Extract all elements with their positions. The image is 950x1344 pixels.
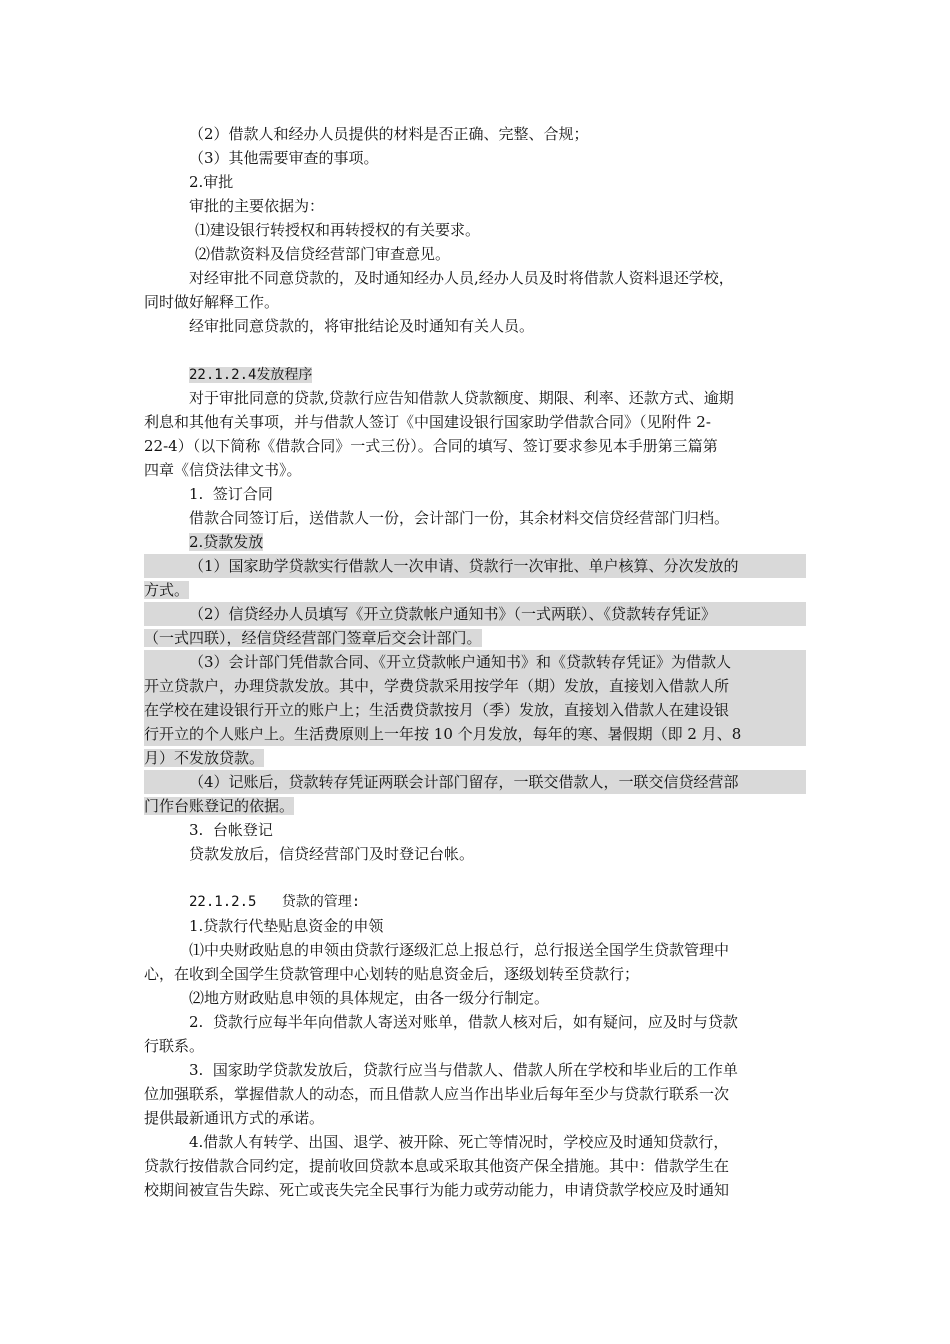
highlighted-line-end — [144, 626, 806, 650]
highlighted-line: 开立贷款户，办理贷款发放。其中，学费贷款采用按学年（期）发放，直接划入借款人所 — [144, 674, 806, 698]
highlighted-text: 2.贷款发放 — [189, 533, 264, 551]
text-line: 提供最新通讯方式的承诺。 — [144, 1109, 325, 1127]
highlighted-text: 方式。 — [144, 581, 190, 599]
text-line: 借款合同签订后，送借款人一份，会计部门一份，其余材料交信贷经营部门归档。 — [189, 509, 730, 527]
section-heading-text: 22.1.2.4发放程序 — [189, 367, 313, 383]
heading-loan-disbursement — [144, 530, 806, 554]
text-line: ⑵地方财政贴息申领的具体规定，由各一级分行制定。 — [189, 989, 550, 1007]
text-line: 行联系。 — [144, 1037, 205, 1055]
text-line: 位加强联系，掌握借款人的动态，而且借款人应当作出毕业后每年至少与贷款行联系一次 — [144, 1085, 730, 1103]
text-line: 贷款发放后，信贷经营部门及时登记台帐。 — [189, 845, 475, 863]
text-line: 审批的主要依据为： — [189, 197, 325, 215]
highlighted-line-end — [144, 578, 806, 602]
highlighted-line: 行开立的个人账户上。生活费原则上一年按 10 个月发放，每年的寒、暑假期（即 2 月、8 — [144, 722, 806, 746]
text-line: 2. 贷款行应每半年向借款人寄送对账单，借款人核对后，如有疑问，应及时与贷款 — [189, 1013, 738, 1031]
highlighted-line: （2）信贷经办人员填写《开立贷款帐户通知书》（一式两联）、《贷款转存凭证》 — [144, 602, 806, 626]
text-line: 3. 国家助学贷款发放后，贷款行应当与借款人、借款人所在学校和毕业后的工作单 — [189, 1061, 738, 1079]
section-heading-2215: 22.1.2.5 贷款的管理: — [189, 894, 361, 910]
text-line: 1.贷款行代垫贴息资金的申领 — [189, 917, 384, 935]
text-line: 同时做好解释工作。 — [144, 293, 280, 311]
text-line: 对经审批不同意贷款的，及时通知经办人员,经办人员及时将借款人资料退还学校， — [189, 269, 734, 287]
text-line: 对于审批同意的贷款,贷款行应告知借款人贷款额度、期限、利率、还款方式、逾期 — [189, 389, 734, 407]
section-heading-2214 — [144, 362, 806, 386]
heading-approval: 2.审批 — [189, 173, 234, 191]
highlighted-line: 在学校在建设银行开立的账户上；生活费贷款按月（季）发放，直接划入借款人在建设银 — [144, 698, 806, 722]
highlighted-line-end — [144, 746, 806, 770]
heading-sign-contract: 1. 签订合同 — [189, 485, 273, 503]
heading-ledger: 3. 台帐登记 — [189, 821, 273, 839]
text-line: 校期间被宣告失踪、死亡或丧失完全民事行为能力或劳动能力，申请贷款学校应及时通知 — [144, 1181, 730, 1199]
spacer — [144, 338, 806, 362]
text-line: （3）其他需要审查的事项。 — [189, 149, 379, 167]
text-line: 4.借款人有转学、出国、退学、被开除、死亡等情况时，学校应及时通知贷款行， — [189, 1133, 729, 1151]
text-line: 贷款行按借款合同约定，提前收回贷款本息或采取其他资产保全措施。其中：借款学生在 — [144, 1157, 730, 1175]
text-line: 四章《信贷法律文书》。 — [144, 461, 302, 479]
text-line: 经审批同意贷款的，将审批结论及时通知有关人员。 — [189, 317, 535, 335]
highlighted-text: 门作台账登记的依据。 — [144, 797, 295, 815]
text-line: 利息和其他有关事项，并与借款人签订《中国建设银行国家助学借款合同》（见附件 2- — [144, 413, 711, 431]
document-page — [144, 122, 806, 1202]
spacer — [144, 866, 806, 890]
text-line: 22-4）（以下简称《借款合同》一式三份）。合同的填写、签订要求参见本手册第三篇第 — [144, 437, 718, 455]
text-line: ⑴建设银行转授权和再转授权的有关要求。 — [195, 221, 481, 239]
highlighted-line: （1）国家助学贷款实行借款人一次申请、贷款行一次审批、单户核算、分次发放的 — [144, 554, 806, 578]
highlighted-line: （4）记账后，贷款转存凭证两联会计部门留存，一联交借款人，一联交信贷经营部 — [144, 770, 806, 794]
highlighted-text: （一式四联），经信贷经营部门签章后交会计部门。 — [144, 629, 482, 647]
highlighted-line-end — [144, 794, 806, 818]
highlighted-text: 月）不发放贷款。 — [144, 749, 265, 767]
text-line: （2）借款人和经办人员提供的材料是否正确、完整、合规； — [189, 125, 589, 143]
highlighted-line: （3）会计部门凭借款合同、《开立贷款帐户通知书》和《贷款转存凭证》为借款人 — [144, 650, 806, 674]
text-line: 心，在收到全国学生贷款管理中心划转的贴息资金后，逐级划转至贷款行； — [144, 965, 640, 983]
text-line: ⑵借款资料及信贷经营部门审查意见。 — [195, 245, 451, 263]
text-line: ⑴中央财政贴息的申领由贷款行逐级汇总上报总行，总行报送全国学生贷款管理中 — [189, 941, 730, 959]
